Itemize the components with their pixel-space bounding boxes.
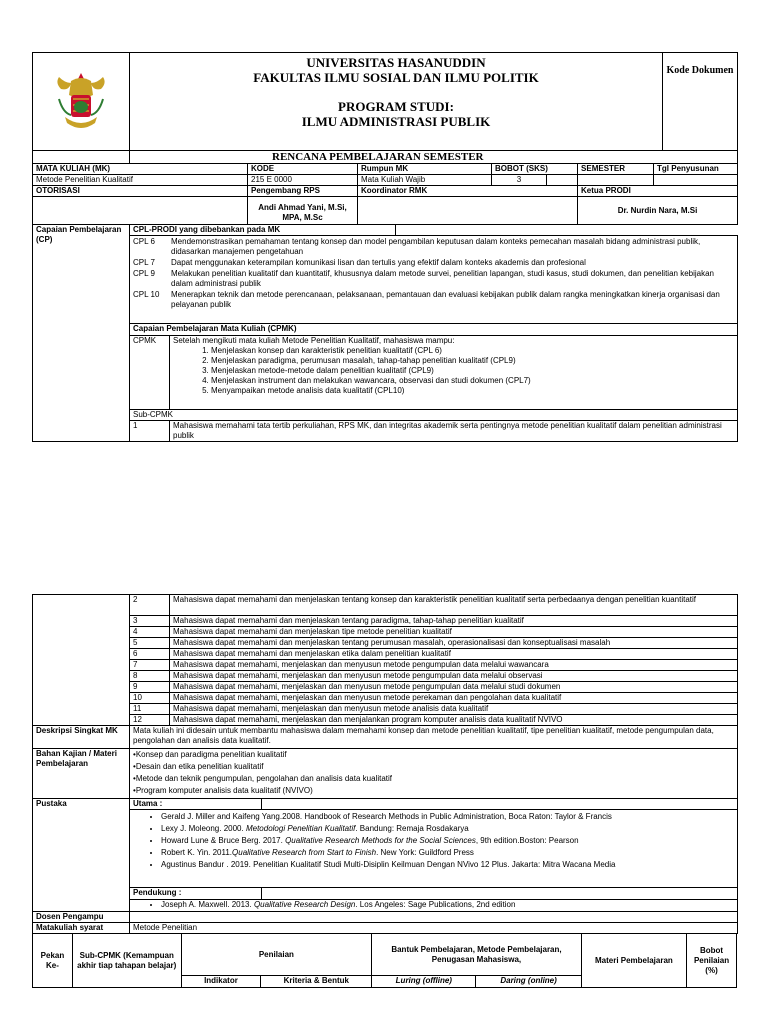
- subcpmk-text: Mahasiswa dapat memahami dan menjelaskan etika dalam penelitian kualitatif: [170, 649, 738, 660]
- header-semester: SEMESTER: [578, 164, 654, 175]
- subcpmk-text: Mahasiswa dapat memahami, menjelaskan dan menyusun metode pengumpulan data melalui observasi: [170, 671, 738, 682]
- subcpmk-text: Mahasiswa dapat memahami, menjelaskan dan menjalankan program komputer analisis data kualitatif NVIVO: [170, 715, 738, 726]
- faculty-name: FAKULTAS ILMU SOSIAL DAN ILMU POLITIK: [253, 70, 539, 85]
- bantuk-header: Bantuk Pembelajaran, Metode Pembelajaran, Penugasan Mahasiswa,: [372, 934, 582, 976]
- cpmk-header: Capaian Pembelajaran Mata Kuliah (CPMK): [130, 324, 738, 336]
- university-logo-icon: [51, 69, 111, 135]
- logo-cell: [33, 53, 130, 151]
- pengembang-label: Pengembang RPS: [248, 186, 358, 197]
- kriteria-header: Kriteria & Bentuk: [261, 976, 372, 988]
- bahan-item: • Konsep dan paradigma penelitian kualitatif: [133, 750, 734, 760]
- pustaka-item: • Joseph A. Maxwell. 2013. Qualitative Research Design. Los Angeles: Sage Publications, 2nd edition: [161, 900, 734, 910]
- dosen-table: [32, 911, 738, 934]
- bahan-item: • Desain dan etika penelitian kualitatif: [133, 762, 734, 772]
- cpl-text: Dapat menggunakan keterampilan komunikasi lisan dan tertulis yang efektif dalam konteks akademis dan profesional: [171, 258, 586, 267]
- cpmk-item: 5. Menyampaikan metode analisis data kualitatif (CPL10): [211, 386, 734, 396]
- cpl-list: [130, 236, 738, 324]
- subcpmk-no: 1: [130, 421, 170, 442]
- pustaka-label: Pustaka: [33, 799, 130, 912]
- utama-label: Utama :: [130, 799, 262, 810]
- header-tgl: Tgl Penyusunan: [654, 164, 738, 175]
- course-code: 215 E 0000: [248, 175, 358, 186]
- subcpmk-text: Mahasiswa dapat memahami dan menjelaskan tipe metode penelitian kualitatif: [170, 627, 738, 638]
- cpl-text: Menerapkan teknik dan metode perencanaan, pelaksanaan, pemantauan dan evaluasi kebijakan publik dalam rangka meningkatkan kinerja organisasi dan pelayanan publik: [171, 290, 720, 309]
- indikator-header: Indikator: [181, 976, 261, 988]
- program-label: PROGRAM STUDI:: [338, 99, 454, 114]
- course-info-table: [32, 163, 738, 225]
- subcpmk-text: Mahasiswa dapat memahami, menjelaskan dan menyusun metode pengumpulan data melalui wawancara: [170, 660, 738, 671]
- cpl-code: CPL 9: [133, 269, 155, 278]
- subcpmk-no: 8: [130, 671, 170, 682]
- cpmk-code: CPMK: [130, 336, 170, 410]
- subcpmk-text: Mahasiswa dapat memahami dan menjelaskan tentang paradigma, tahap-tahap penelitian kualitatif: [170, 616, 738, 627]
- cpmk-intro: Setelah mengikuti mata kuliah Metode Penelitian Kualitatif, mahasiswa mampu:: [173, 336, 455, 345]
- subcpmk-text: Mahasiswa memahami tata tertib perkuliahan, RPS MK, dan integritas akademik serta pentingnya metode penelitian kualitatif dalam penelitian administrasi publik: [170, 421, 738, 442]
- syarat-value: Metode Penelitian: [130, 923, 738, 934]
- pendukung-label: Pendukung :: [130, 888, 262, 900]
- bahan-content: [130, 749, 738, 799]
- cpmk-list: [173, 346, 734, 396]
- cp-table: [32, 224, 738, 442]
- program-name: ILMU ADMINISTRASI PUBLIK: [301, 114, 491, 129]
- cpl-code: CPL 7: [133, 258, 155, 267]
- pekan-header: Pekan Ke-: [33, 934, 73, 988]
- university-name: UNIVERSITAS HASANUDDIN: [306, 55, 486, 70]
- institution-title: [130, 53, 663, 151]
- bahan-list: [133, 750, 734, 796]
- course-sks: 3: [492, 175, 547, 186]
- materi-header: Materi Pembelajaran: [581, 934, 686, 988]
- header-table: [32, 52, 738, 164]
- subcpmk-no: 7: [130, 660, 170, 671]
- bahan-item: • Program komputer analisis data kualitatif (NVIVO): [133, 786, 734, 796]
- bahan-label: Bahan Kajian / Materi Pembelajaran: [33, 749, 130, 799]
- pustaka-item: • Gerald J. Miller and Kaifeng Yang.2008. Handbook of Research Methods in Public Administration, Boca Raton: Taylor & Francis: [161, 812, 734, 822]
- header-kode: KODE: [248, 164, 358, 175]
- pustaka-item: • Lexy J. Moleong. 2000. Metodologi Penelitian Kualitatif. Bandung: Remaja Rosdakarya: [161, 824, 734, 834]
- course-rumpun: Mata Kuliah Wajib: [358, 175, 492, 186]
- subcpmk-table: [32, 594, 738, 726]
- daring-header: Daring (online): [476, 976, 581, 988]
- dosen-value: [130, 912, 738, 923]
- pustaka-item: • Robert K. Yin. 2011.Qualitative Research from Start to Finish. New York: Guildford Press: [161, 848, 734, 858]
- cpl-text: Mendemonstrasikan pemahaman tentang konsep dan model pengambilan keputusan dalam konteks pemecahan masalah bidang administrasi publik, didasarkan manajemen pengetahuan: [171, 237, 701, 256]
- subcpmk-text: Mahasiswa dapat memahami, menjelaskan dan menyusun metode analisis data kualitatif: [170, 704, 738, 715]
- bobot-header: Bobot Penilaian (%): [687, 934, 737, 988]
- rps-title: RENCANA PEMBELAJARAN SEMESTER: [130, 151, 738, 164]
- deskripsi-text: Mata kuliah ini didesain untuk membantu mahasiswa dalam memahami konsep dan metode penelitian kualitatif, tipe penelitian kualitatif, metode pengumpulan data, pengolahan dan analisis data kualitatif.: [130, 726, 738, 749]
- cpmk-item: 2. Menjelaskan paradigma, perumusan masalah, tahap-tahap penelitian kualitatif (CPL9): [211, 356, 734, 366]
- subcpmk-no: 10: [130, 693, 170, 704]
- cpl-code: CPL 6: [133, 237, 155, 246]
- pustaka-item: • Agustinus Bandur . 2019. Penelitian Kualitatif Studi Multi-Disiplin Keilmuan Dengan NVivo 12 Plus. Jakarta: Mitra Wacana Media: [161, 860, 734, 870]
- pendukung-content: [130, 900, 738, 912]
- subcpmk-no: 12: [130, 715, 170, 726]
- subcpmk-text: Mahasiswa dapat memahami dan menjelaskan tentang perumusan masalah, operasionalisasi dan konseptualisasi masalah: [170, 638, 738, 649]
- subcpmk-no: 5: [130, 638, 170, 649]
- cpl-text: Melakukan penelitian kualitatif dan kuantitatif, khususnya dalam metode survei, penelitian lapangan, studi kasus, studi dokumen, dan penelitian kebijakan dalam administrasi publik: [171, 269, 715, 288]
- subcpmk-no: 4: [130, 627, 170, 638]
- subcpmk-text: Mahasiswa dapat memahami, menjelaskan dan menyusun metode perekaman dan pengolahan data kualitatif: [170, 693, 738, 704]
- pendukung-list: [133, 900, 734, 910]
- syarat-label: Matakuliah syarat: [33, 923, 130, 934]
- subcpmk-col-header: Sub-CPMK (Kemampuan akhir tiap tahapan belajar): [72, 934, 181, 988]
- document-code: Kode Dokumen: [663, 53, 738, 151]
- cpmk-item: 3. Menjelaskan metode-metode dalam penelitian kualitatif (CPL9): [211, 366, 734, 376]
- subcpmk-no: 6: [130, 649, 170, 660]
- utama-content: [130, 810, 738, 888]
- dosen-label: Dosen Pengampu: [33, 912, 130, 923]
- utama-list: [133, 812, 734, 870]
- luring-header: Luring (offline): [372, 976, 476, 988]
- subcpmk-no: 3: [130, 616, 170, 627]
- header-bobot: BOBOT (SKS): [492, 164, 578, 175]
- bahan-item: • Metode dan teknik pengumpulan, pengolahan dan analisis data kualitatif: [133, 774, 734, 784]
- otorisasi-label: OTORISASI: [33, 186, 248, 197]
- detail-table: [32, 725, 738, 799]
- rps-page-1: [32, 52, 737, 442]
- koordinator-label: Koordinator RMK: [358, 186, 578, 197]
- subcpmk-no: 9: [130, 682, 170, 693]
- subcpmk-text: Mahasiswa dapat memahami dan menjelaskan tentang konsep dan karakteristik penelitian kualitatif serta perbedaanya dengan penelitian kuantitatif: [170, 595, 738, 616]
- subcpmk-text: Mahasiswa dapat memahami, menjelaskan dan menyusun metode pengumpulan data melalui studi dokumen: [170, 682, 738, 693]
- rps-page-2: [32, 594, 737, 988]
- cpl-header: CPL-PRODI yang dibebankan pada MK: [130, 225, 396, 236]
- cpmk-item: 4. Menjelaskan instrument dan melakukan wawancara, observasi dan studi dokumen (CPL7): [211, 376, 734, 386]
- deskripsi-label: Deskripsi Singkat MK: [33, 726, 130, 749]
- penilaian-header: Penilaian: [181, 934, 372, 976]
- header-rumpun: Rumpun MK: [358, 164, 492, 175]
- subcpmk-header: Sub-CPMK: [130, 410, 738, 421]
- cpmk-content: [170, 336, 738, 410]
- cp-label: Capaian Pembelajaran (CP): [33, 225, 130, 442]
- pustaka-table: [32, 798, 738, 912]
- subcpmk-no: 11: [130, 704, 170, 715]
- schedule-header-table: [32, 933, 737, 988]
- course-name: Metode Penelitian Kualitatif: [33, 175, 248, 186]
- cpmk-item: 1. Menjelaskan konsep dan karakteristik penelitian kualitatif (CPL 6): [211, 346, 734, 356]
- pengembang-name: Andi Ahmad Yani, M.Si, MPA, M.Sc: [248, 197, 358, 225]
- subcpmk-no: 2: [130, 595, 170, 616]
- cpl-code: CPL 10: [133, 290, 160, 299]
- ketua-label: Ketua PRODI: [578, 186, 738, 197]
- pustaka-item: • Howard Lune & Bruce Berg. 2017. Qualitative Research Methods for the Social Sciences, 9th edition.Boston: Pearson: [161, 836, 734, 846]
- header-matakuliah: MATA KULIAH (MK): [33, 164, 248, 175]
- ketua-name: Dr. Nurdin Nara, M.Si: [578, 197, 738, 225]
